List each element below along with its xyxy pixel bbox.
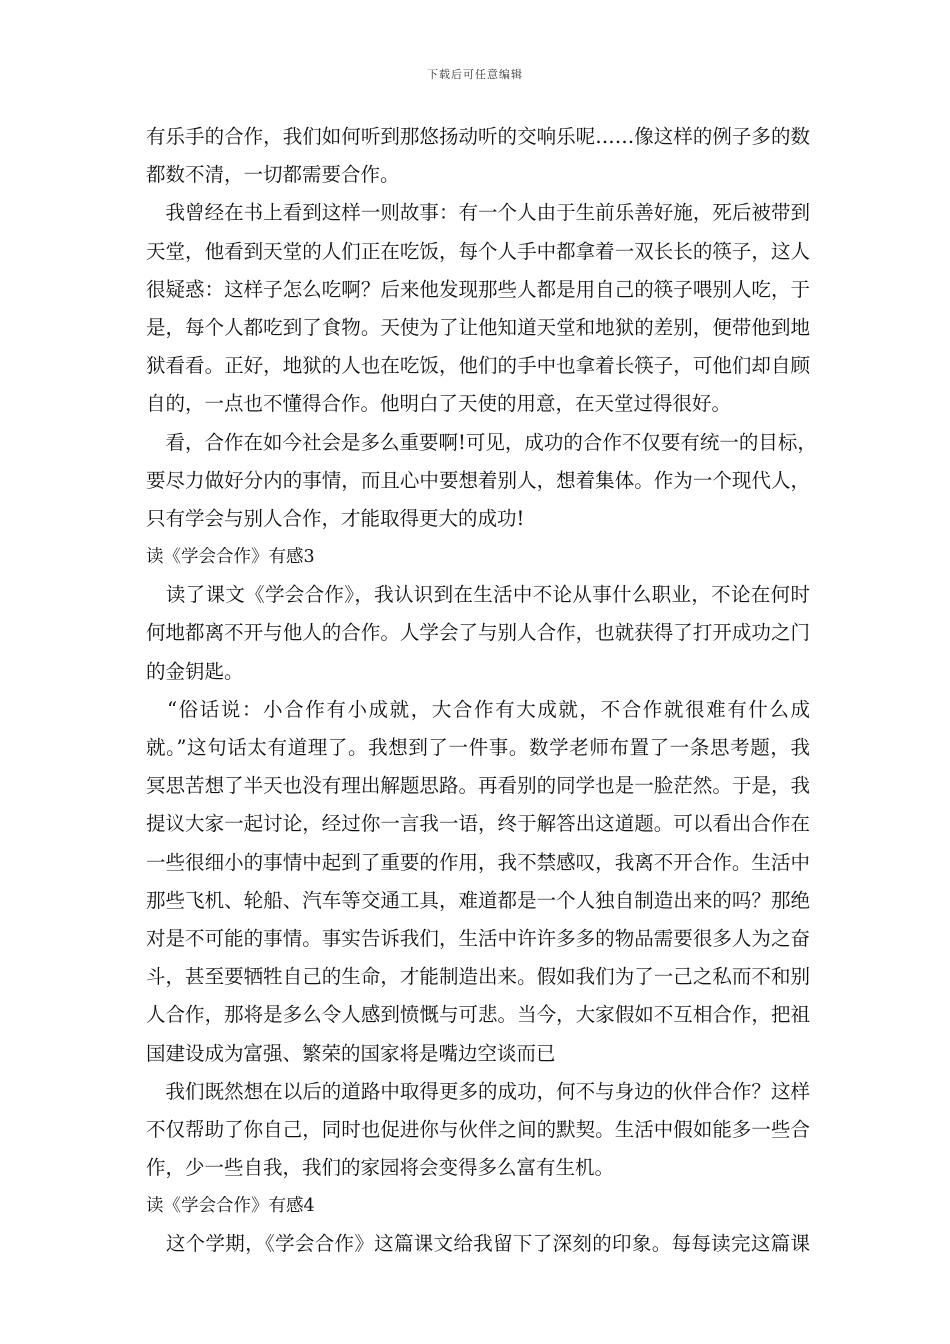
text-line: “俗话说：小合作有小成就，大合作有大成就，不合作就很难有什么成 <box>146 697 810 721</box>
text-line: 要尽力做好分内的事情，而且心中要想着别人，想着集体。作为一个现代人， <box>146 468 810 492</box>
page-header-note: 下载后可任意编辑 <box>427 68 523 81</box>
text-line: 作，少一些自我，我们的家园将会变得多么富有生机。 <box>146 1156 615 1180</box>
text-line: 就。”这句话太有道理了。我想到了一件事。数学老师布置了一条思考题，我 <box>146 736 810 759</box>
text-line: 狱看看。正好，地狱的人也在吃饭，他们的手中也拿着长筷子，可他们却自顾 <box>146 354 810 378</box>
text-line: 人合作，那将是多么令人感到愤慨与可悲。当今，大家假如不互相合作，把祖 <box>146 1003 810 1027</box>
text-line: 我曾经在书上看到这样一则故事：有一个人由于生前乐善好施，死后被带到 <box>146 201 810 225</box>
text-line: 我们既然想在以后的道路中取得更多的成功，何不与身边的伙伴合作？这样 <box>146 1079 810 1103</box>
text-line: 提议大家一起讨论，经过你一言我一语，终于解答出这道题。可以看出合作在 <box>146 812 810 836</box>
text-line: 的金钥匙。 <box>146 659 244 683</box>
text-line: 有乐手的合作，我们如何听到那悠扬动听的交响乐呢……像这样的例子多的数 <box>146 125 810 148</box>
document-body <box>146 118 817 1264</box>
text-line: 很疑惑：这样子怎么吃啊？后来他发现那些人都是用自己的筷子喂别人吃，于 <box>146 277 810 301</box>
text-line: 天堂，他看到天堂的人们正在吃饭，每个人手中都拿着一双长长的筷子，这人 <box>146 239 810 263</box>
text-line: 不仅帮助了你自己，同时也促进你与伙伴之间的默契。生活中假如能多一些合 <box>146 1117 810 1141</box>
text-line: 都数不清，一切都需要合作。 <box>146 163 400 187</box>
text-line: 是，每个人都吃到了食物。天使为了让他知道天堂和地狱的差别，便带他到地 <box>146 315 810 339</box>
text-line: 读了课文《学会合作》，我认识到在生活中不论从事什么职业，不论在何时 <box>146 583 810 607</box>
text-line: 只有学会与别人合作，才能取得更大的成功! <box>146 506 525 530</box>
text-line: 看，合作在如今社会是多么重要啊!可见，成功的合作不仅要有统一的目标， <box>146 430 817 454</box>
text-line: 冥思苦想了半天也没有理出解题思路。再看别的同学也是一脸茫然。于是，我 <box>146 774 810 798</box>
text-line: 那些飞机、轮船、汽车等交通工具，难道都是一个人独自制造出来的吗？那绝 <box>146 888 810 912</box>
text-line: 自的，一点也不懂得合作。他明白了天使的用意，在天堂过得很好。 <box>146 392 732 416</box>
text-line: 斗，甚至要牺牲自己的生命，才能制造出来。假如我们为了一己之私而不和别 <box>146 965 810 989</box>
section-heading: 读《学会合作》有感3 <box>146 547 315 568</box>
text-line: 何地都离不开与他人的合作。人学会了与别人合作，也就获得了打开成功之门 <box>146 621 810 645</box>
text-line: 这个学期，《学会合作》这篇课文给我留下了深刻的印象。每每读完这篇课 <box>146 1232 810 1256</box>
text-line: 对是不可能的事情。事实告诉我们，生活中许许多多的物品需要很多人为之奋 <box>146 926 810 950</box>
text-line: 国建设成为富强、繁荣的国家将是嘴边空谈而已 <box>146 1041 556 1065</box>
text-line: 一些很细小的事情中起到了重要的作用，我不禁感叹，我离不开合作。生活中 <box>146 850 810 874</box>
section-heading: 读《学会合作》有感4 <box>146 1196 315 1217</box>
